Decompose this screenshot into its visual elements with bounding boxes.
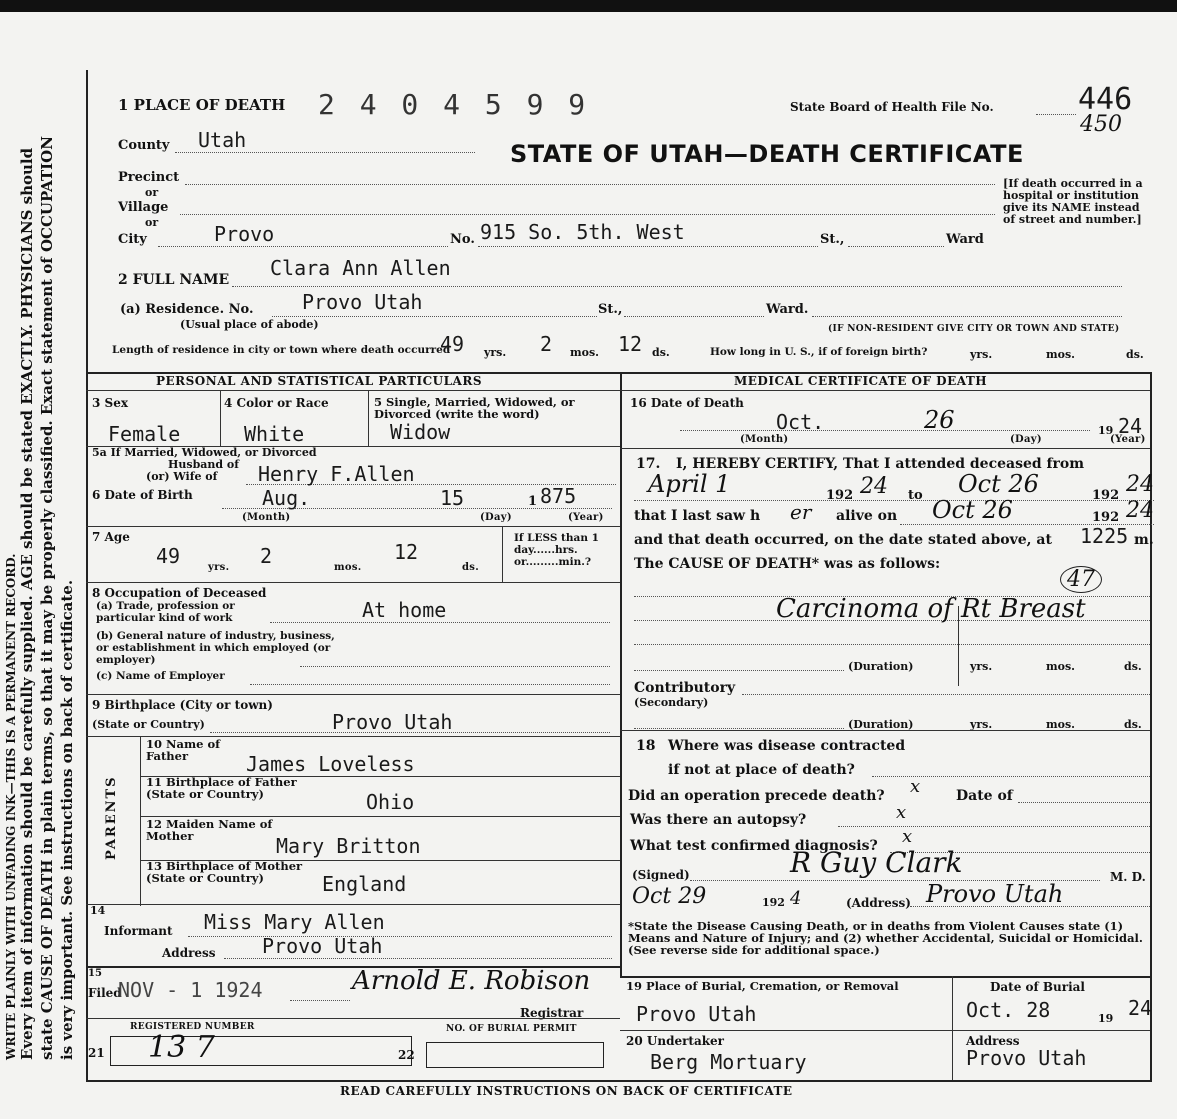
spouse-label-3: (or) Wife of [146, 470, 218, 483]
burial-place-value: Provo Utah [636, 1002, 757, 1026]
registrar-label: Registrar [520, 1006, 584, 1020]
full-name-label: 2 FULL NAME [118, 272, 230, 288]
mother-label: 12 Maiden Name of Mother [146, 817, 273, 843]
filed-stamp: NOV - 1 1924 [118, 978, 263, 1002]
file-number-2: 450 [1080, 112, 1122, 137]
field-22: 22 [398, 1048, 415, 1062]
burial-permit-label: NO. OF BURIAL PERMIT [446, 1024, 577, 1034]
attended-from-year: 24 [860, 474, 888, 499]
place-of-death-label: 1 PLACE OF DEATH [118, 96, 286, 114]
dod-month: Oct. [776, 410, 825, 434]
medical-heading: MEDICAL CERTIFICATE OF DEATH [734, 374, 988, 388]
mother-birthplace-label: 13 Birthplace of Mother (State or Country) [146, 859, 303, 885]
last-year-prefix: 192 [1092, 510, 1120, 525]
burial-place-label: 19 Place of Burial, Cremation, or Removal [626, 979, 899, 993]
sign-year: 4 [790, 888, 802, 909]
last-saw-text: that I last saw h [634, 508, 761, 524]
duration-mos-2: mos. [1046, 718, 1075, 731]
autopsy-value: x [896, 802, 907, 823]
certificate-title: STATE OF UTAH—DEATH CERTIFICATE [510, 140, 1024, 168]
or-label-2: or [145, 216, 159, 229]
center-divider [620, 372, 622, 977]
parents-label: PARENTS [104, 775, 119, 860]
q18-no: 18 [636, 738, 656, 754]
father-birthplace-label: 11 Birthplace of Father (State or Country) [146, 775, 297, 801]
occupation-a-label: (a) Trade, profession or particular kind of work [96, 600, 235, 624]
marital-value: Widow [390, 420, 451, 444]
filed-no: 15 [88, 968, 102, 979]
to-label: to [908, 488, 923, 503]
informant-address-label: Address [162, 946, 216, 960]
cause-label: The CAUSE OF DEATH* was as follows: [634, 556, 941, 572]
duration-ds-1: ds. [1124, 660, 1142, 673]
duration-label-1: (Duration) [848, 660, 914, 673]
filed-label: Filed [88, 986, 122, 1000]
informant-no: 14 [90, 904, 106, 917]
stamp-number: 2 4 0 4 5 9 9 [318, 88, 590, 121]
length-yrs-label: yrs. [484, 346, 507, 359]
sign-address-label: (Address) [846, 896, 911, 910]
left-border [86, 70, 88, 1080]
dod-label: 16 Date of Death [630, 396, 744, 410]
attended-from-date: April 1 [648, 470, 731, 498]
dod-year-label: (Year) [1110, 434, 1146, 445]
certify-text: I, HEREBY CERTIFY, That I attended deceased from [676, 456, 1085, 472]
undertaker-address-value: Provo Utah [966, 1046, 1087, 1070]
burial-permit-box [426, 1042, 604, 1068]
cause-note: *State the Disease Causing Death, or in deaths from Violent Causes state (1) Means and Nature of Injury; and (2) whether Accidental, Suicidal or Homicidal. (See reverse side for additional space.) [628, 919, 1143, 957]
age-mos-label: mos. [334, 562, 362, 573]
informant-address-value: Provo Utah [262, 934, 383, 958]
registered-number-value: 13 7 [148, 1030, 215, 1065]
sidebar-line-2: state CAUSE OF DEATH in plain terms, so that it may be properly classified. Exact statement of OCCUPATION [38, 136, 56, 1060]
nonresident-note: (IF NON-RESIDENT GIVE CITY OR TOWN AND STATE) [828, 324, 1120, 334]
us-yrs-label: yrs. [970, 348, 993, 361]
or-label-1: or [145, 186, 159, 199]
to-year-prefix: 192 [1092, 488, 1120, 503]
age-yrs-label: yrs. [208, 562, 230, 573]
burial-year-prefix: 19 [1098, 1012, 1114, 1025]
precinct-label: Precinct [118, 170, 180, 185]
age-label: 7 Age [92, 530, 130, 544]
where-contracted-label: Where was disease contracted [668, 738, 906, 754]
dod-month-label: (Month) [740, 434, 789, 445]
undertaker-address-label: Address [966, 1034, 1020, 1048]
last-saw-date: Oct 26 [932, 496, 1013, 524]
autopsy-label: Was there an autopsy? [630, 812, 807, 828]
occupation-c-label: (c) Name of Employer [96, 670, 225, 682]
death-occurred-text: and that death occurred, on the date stated above, at [634, 532, 1052, 548]
sex-label: 3 Sex [92, 396, 128, 410]
file-number-label: State Board of Health File No. [790, 100, 994, 114]
burial-date-label: Date of Burial [990, 980, 1085, 994]
length-residence-label: Length of residence in city or town where death occurred [112, 344, 451, 356]
dob-month-label: (Month) [242, 512, 291, 523]
burial-year: 24 [1128, 996, 1153, 1020]
from-year-prefix: 192 [826, 488, 854, 503]
physician-signature: R Guy Clark [790, 846, 963, 879]
informant-value: Miss Mary Allen [204, 910, 385, 934]
birthplace-label: 9 Birthplace (City or town) [92, 698, 273, 712]
sign-year-prefix: 192 [762, 896, 785, 909]
age-ds-label: ds. [462, 562, 480, 573]
county-value: Utah [198, 128, 247, 152]
village-label: Village [118, 200, 169, 215]
md-label: M. D. [1110, 870, 1146, 884]
duration-yrs-1: yrs. [970, 660, 993, 673]
length-ds: 12 [618, 332, 643, 356]
dob-label: 6 Date of Birth [92, 488, 193, 502]
sign-address: Provo Utah [926, 880, 1064, 908]
scan-top-edge [0, 0, 1177, 46]
dob-year: 875 [540, 484, 577, 508]
mother-birthplace-value: England [322, 872, 407, 896]
last-saw-her: er [790, 500, 812, 524]
length-mos-label: mos. [570, 346, 599, 359]
alive-on-label: alive on [836, 508, 898, 524]
residence-ward-label: Ward. [766, 302, 809, 317]
race-label: 4 Color or Race [224, 396, 329, 410]
field-21: 21 [88, 1046, 105, 1060]
spouse-label-1: 5a If Married, Widowed, or Divorced [92, 446, 317, 459]
birthplace-value: Provo Utah [332, 710, 453, 734]
abode-note: (Usual place of abode) [180, 318, 319, 331]
personal-heading: PERSONAL AND STATISTICAL PARTICULARS [156, 374, 483, 388]
father-birthplace-value: Ohio [366, 790, 415, 814]
residence-value: Provo Utah [302, 290, 423, 314]
hospital-note: [If death occurred in a hospital or institution give its NAME instead of street and number.] [1003, 177, 1143, 226]
dob-year-label: (Year) [568, 512, 604, 523]
occupation-b-label: (b) General nature of industry, business, or establishment in which employed (or employer) [96, 630, 335, 666]
length-mos: 2 [540, 332, 553, 356]
occupation-value: At home [362, 598, 447, 622]
race-value: White [244, 422, 305, 446]
length-yrs: 49 [440, 332, 465, 356]
undertaker-value: Berg Mortuary [650, 1050, 807, 1074]
duration-ds-2: ds. [1124, 718, 1142, 731]
residence-st-label: St., [598, 302, 623, 317]
burial-date-value: Oct. 28 [966, 998, 1051, 1022]
duration-yrs-2: yrs. [970, 718, 993, 731]
dod-day-label: (Day) [1010, 434, 1042, 445]
dod-year: 24 [1118, 414, 1143, 438]
time-suffix: m. [1134, 532, 1154, 548]
secondary-label: (Secondary) [634, 696, 709, 709]
us-residence-label: How long in U. S., if of foreign birth? [710, 346, 928, 358]
attended-to-date: Oct 26 [958, 470, 1039, 498]
age-yrs: 49 [156, 544, 181, 568]
us-ds-label: ds. [1126, 348, 1144, 361]
informant-label: Informant [104, 924, 173, 938]
sign-date: Oct 29 [632, 884, 707, 909]
registered-number-label: REGISTERED NUMBER [130, 1022, 255, 1032]
dob-month: Aug. [262, 486, 311, 510]
city-value: Provo [214, 222, 275, 246]
ward-label: Ward [946, 232, 984, 247]
death-time: 1225 [1080, 524, 1129, 548]
sidebar-line-0: WRITE PLAINLY WITH UNFADING INK—THIS IS A PERMANENT RECORD. [4, 553, 18, 1060]
residence-label: (a) Residence. No. [120, 302, 254, 317]
duration-mos-1: mos. [1046, 660, 1075, 673]
occupation-label: 8 Occupation of Deceased [92, 586, 267, 600]
last-saw-year: 24 [1126, 498, 1154, 523]
father-value: James Loveless [246, 752, 415, 776]
operation-label: Did an operation precede death? [628, 788, 885, 804]
cause-value: Carcinoma of Rt Breast [776, 594, 1086, 624]
operation-date-label: Date of [956, 788, 1013, 804]
sidebar-line-1: Every item of information should be carefully supplied. AGE should be stated EXACTLY. PHYSICIANS should [18, 147, 36, 1060]
age-mos: 2 [260, 544, 273, 568]
contributory-label: Contributory [634, 680, 736, 696]
less-than-day-label: If LESS than 1 day......hrs. or.........min.? [514, 532, 599, 568]
sex-value: Female [108, 422, 181, 446]
test-value: x [902, 826, 913, 847]
dob-day-label: (Day) [480, 512, 512, 523]
file-number: 446 [1078, 82, 1133, 117]
spouse-value: Henry F.Allen [258, 462, 415, 486]
full-name-value: Clara Ann Allen [270, 256, 451, 280]
father-label: 10 Name of Father [146, 737, 221, 763]
attended-to-year: 24 [1126, 472, 1154, 497]
certify-no: 17. [636, 456, 661, 472]
city-label: City [118, 232, 147, 247]
dod-year-prefix: 19 [1098, 424, 1114, 437]
sidebar-line-3: is very important. See instructions on back of certificate. [58, 579, 76, 1060]
age-ds: 12 [394, 540, 419, 564]
dob-year-prefix: 1 [528, 494, 538, 509]
dod-day: 26 [924, 406, 955, 434]
dob-day: 15 [440, 486, 465, 510]
spouse-label-2: Husband of [168, 458, 239, 471]
length-ds-label: ds. [652, 346, 670, 359]
mother-value: Mary Britton [276, 834, 421, 858]
signed-label: (Signed) [632, 868, 690, 882]
cause-code: 47 [1060, 566, 1102, 593]
test-label: What test confirmed diagnosis? [630, 838, 878, 854]
street-value: 915 So. 5th. West [480, 220, 685, 244]
st-label: St., [820, 232, 845, 247]
undertaker-label: 20 Undertaker [626, 1034, 725, 1048]
footer-instruction: READ CAREFULLY INSTRUCTIONS ON BACK OF CERTIFICATE [340, 1084, 793, 1098]
street-no-label: No. [450, 232, 475, 247]
us-mos-label: mos. [1046, 348, 1075, 361]
birthplace-sub-label: (State or Country) [92, 718, 205, 731]
marital-label: 5 Single, Married, Widowed, or Divorced (write the word) [374, 395, 575, 421]
if-not-label: if not at place of death? [668, 762, 855, 778]
county-label: County [118, 138, 170, 153]
registrar-signature: Arnold E. Robison [352, 966, 591, 996]
duration-label-2: (Duration) [848, 718, 914, 731]
operation-value: x [910, 776, 921, 797]
